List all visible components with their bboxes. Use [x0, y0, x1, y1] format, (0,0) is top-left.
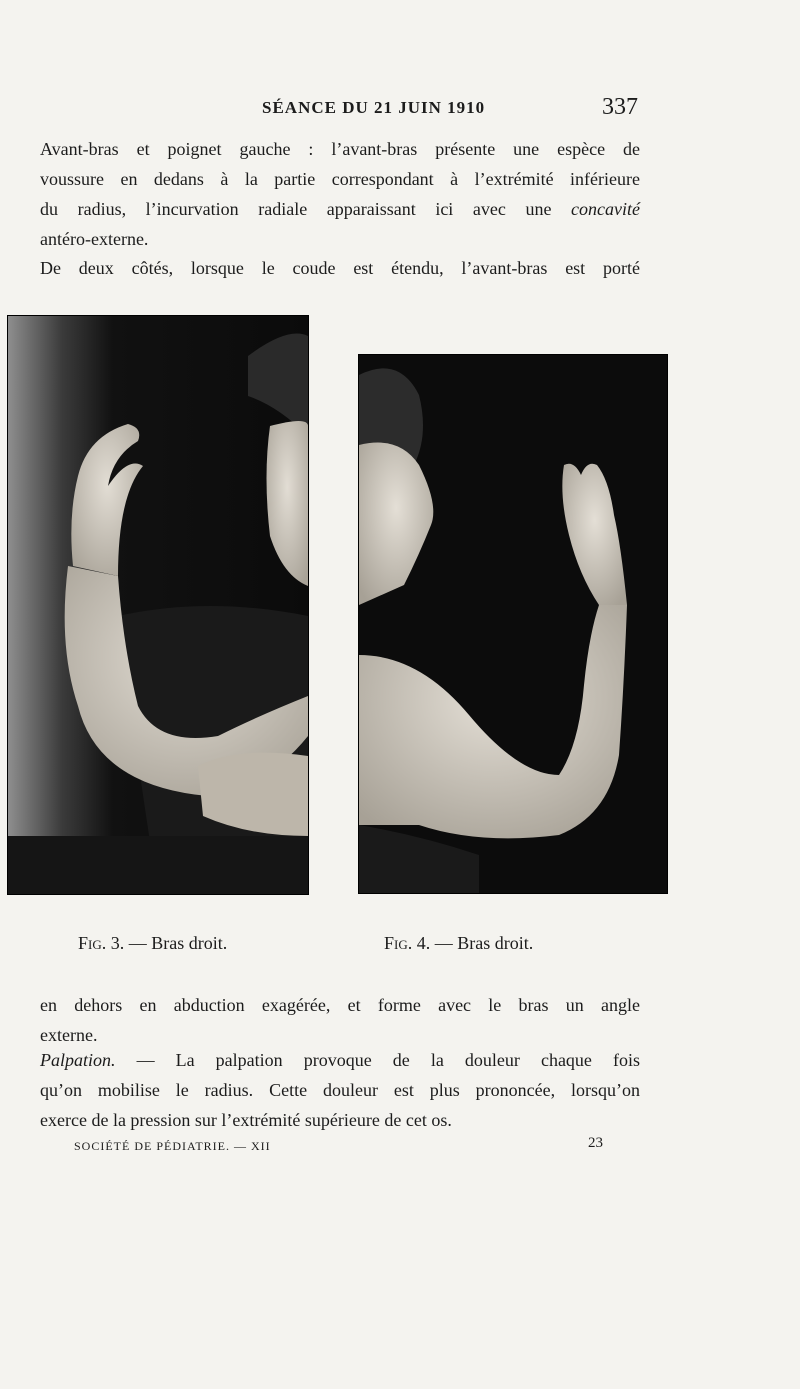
text-line: en dehors en abduction exagérée, et forme avec le bras un angle — [40, 995, 640, 1015]
figure-title: Bras droit. — [151, 933, 228, 953]
footer-journal: SOCIÉTÉ DE PÉDIATRIE. — XII — [74, 1139, 271, 1153]
caption-dash: — — [434, 933, 453, 953]
figure-label: Fig. 4. — [384, 933, 431, 953]
text-line: externe. — [40, 1025, 98, 1045]
running-head: SÉANCE DU 21 JUIN 1910 — [262, 98, 486, 117]
paragraph-palpation — [40, 1045, 640, 1135]
figure-title: Bras droit. — [457, 933, 534, 953]
photo-right-arm-front — [8, 316, 308, 894]
paragraph-both-sides — [40, 253, 640, 283]
page-footer — [0, 1135, 800, 1159]
paragraph-abduction — [40, 990, 640, 1050]
caption-figure-3 — [78, 933, 227, 954]
paragraph-forearm-left — [40, 134, 640, 254]
emphasis-concavite: concavité — [571, 199, 640, 219]
figure-3-photo — [7, 315, 309, 895]
page-header — [0, 96, 800, 126]
text-line: du radius, l’incurvation radiale apparaissant ici avec une concavité — [40, 199, 640, 219]
text-line: Palpation. — La palpation provoque de la douleur chaque fois — [40, 1050, 640, 1070]
signature-mark: 23 — [588, 1135, 603, 1151]
caption-figure-4 — [384, 933, 533, 954]
figure-4-photo — [358, 354, 668, 894]
text-line: antéro-externe. — [40, 229, 149, 249]
photo-right-arm-profile — [359, 355, 667, 893]
text-line: voussure en dedans à la partie correspondant à l’extrémité inférieure — [40, 169, 640, 189]
page-number: 337 — [602, 94, 638, 120]
caption-dash: — — [128, 933, 147, 953]
text-line: Avant-bras et poignet gauche : l’avant-bras présente une espèce de — [40, 139, 640, 159]
text-line: exerce de la pression sur l’extrémité supérieure de cet os. — [40, 1110, 452, 1130]
text-line: De deux côtés, lorsque le coude est étendu, l’avant-bras est porté — [40, 258, 640, 278]
palpation-lead: Palpation. — [40, 1050, 116, 1070]
text-line: qu’on mobilise le radius. Cette douleur est plus prononcée, lorsqu’on — [40, 1080, 640, 1100]
figure-label: Fig. 3. — [78, 933, 125, 953]
